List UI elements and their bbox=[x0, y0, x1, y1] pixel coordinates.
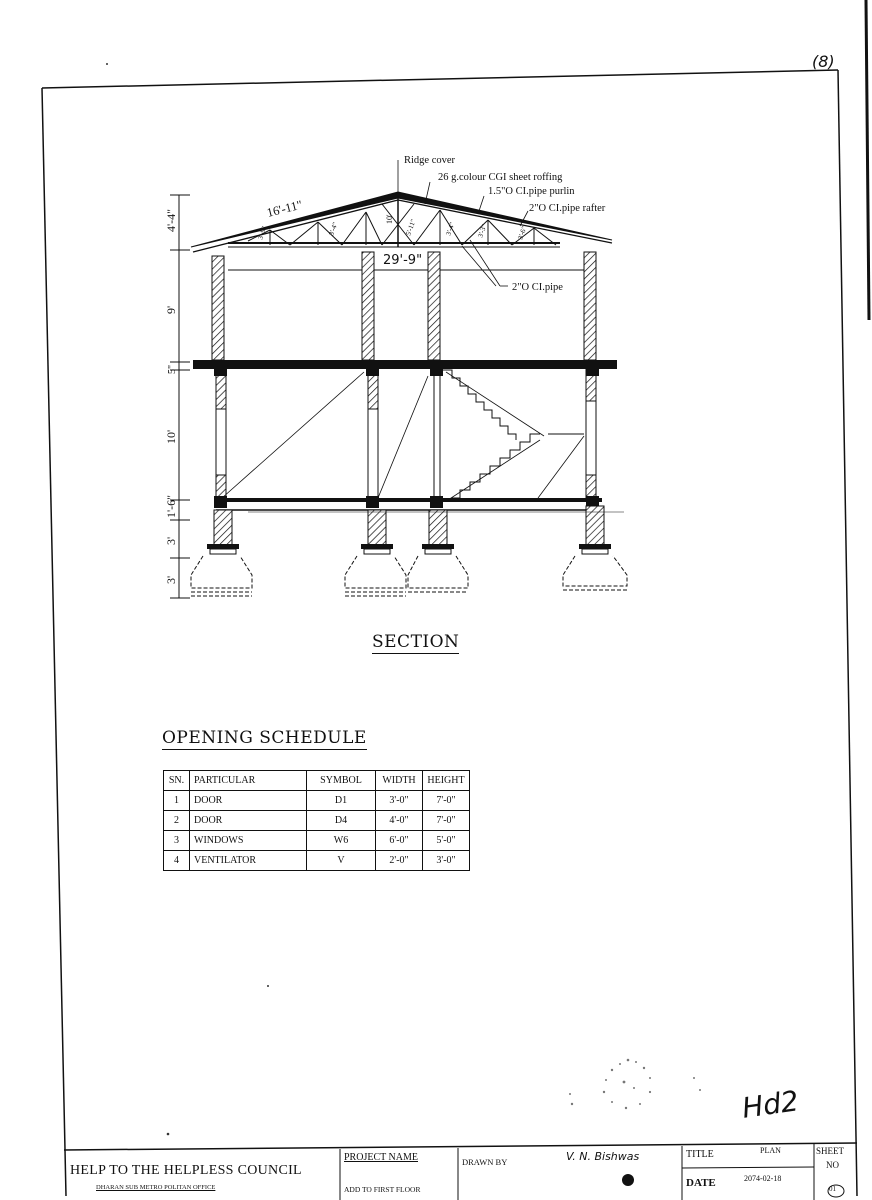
date-value: 2074-02-18 bbox=[744, 1174, 782, 1183]
table-row bbox=[164, 851, 470, 871]
slope-dimension: 16'-11" bbox=[265, 197, 304, 220]
sheet-label: SHEET bbox=[816, 1146, 844, 1156]
dim-ground-floor: 10' bbox=[164, 429, 178, 444]
header-symbol: SYMBOL bbox=[307, 771, 376, 791]
truss-dim-3: 10' bbox=[385, 214, 394, 224]
cell-sn: 2 bbox=[164, 811, 190, 831]
header-height: HEIGHT bbox=[423, 771, 470, 791]
cell-width: 2'-0" bbox=[376, 851, 423, 871]
cell-symbol: D1 bbox=[307, 791, 376, 811]
title-label: TITLE bbox=[686, 1149, 714, 1160]
cell-particular: DOOR bbox=[190, 811, 307, 831]
cell-symbol: V bbox=[307, 851, 376, 871]
cell-sn: 4 bbox=[164, 851, 190, 871]
sheet-no-label: NO bbox=[826, 1160, 839, 1170]
title-value: PLAN bbox=[760, 1146, 781, 1155]
date-label: DATE bbox=[686, 1177, 716, 1189]
cell-particular: DOOR bbox=[190, 791, 307, 811]
org-name: HELP TO THE HELPLESS COUNCIL bbox=[70, 1163, 302, 1178]
drawn-by-label: DRAWN BY bbox=[462, 1157, 508, 1167]
header-width: WIDTH bbox=[376, 771, 423, 791]
staircase bbox=[222, 370, 584, 500]
vertical-dimension-labels bbox=[164, 209, 178, 584]
seal-stamp bbox=[569, 1059, 701, 1110]
signature: Hd2 bbox=[739, 1084, 801, 1125]
dim-roof-height: 4'-4" bbox=[164, 208, 178, 232]
cell-height: 7'-0" bbox=[423, 791, 470, 811]
drawn-by-value: V. N. Bishwas bbox=[566, 1150, 640, 1163]
sheet-number: 01 bbox=[829, 1185, 836, 1193]
cell-height: 5'-0" bbox=[423, 831, 470, 851]
cell-width: 4'-0" bbox=[376, 811, 423, 831]
truss-dim-6: 3'-3" bbox=[476, 223, 489, 239]
cell-sn: 3 bbox=[164, 831, 190, 851]
dim-slab: 5" bbox=[167, 364, 178, 374]
org-sub: DHARAN SUB METRO POLITAN OFFICE bbox=[96, 1184, 216, 1191]
cell-particular: WINDOWS bbox=[190, 831, 307, 851]
header-particular: PARTICULAR bbox=[190, 771, 307, 791]
truss-dim-7: 3'-6" bbox=[516, 225, 529, 241]
cell-symbol: W6 bbox=[307, 831, 376, 851]
schedule-title: OPENING SCHEDULE bbox=[162, 728, 367, 748]
section-title: SECTION bbox=[372, 632, 460, 652]
ridge-cover-label: Ridge cover bbox=[404, 155, 456, 166]
dim-footing-2: 3' bbox=[164, 575, 178, 584]
cell-height: 7'-0" bbox=[423, 811, 470, 831]
dim-footing-1: 3' bbox=[164, 536, 178, 545]
table-row bbox=[164, 811, 470, 831]
project-name-label: PROJECT NAME bbox=[344, 1152, 418, 1163]
ci-pipe-label: 2"O CI.pipe bbox=[512, 282, 563, 293]
cell-width: 3'-0" bbox=[376, 791, 423, 811]
cell-particular: VENTILATOR bbox=[190, 851, 307, 871]
truss-dim-2: 3'-4" bbox=[327, 221, 340, 237]
table-row bbox=[164, 791, 470, 811]
foundations bbox=[191, 506, 627, 596]
truss-dim-5: 3'-4" bbox=[444, 221, 457, 237]
header-sn: SN. bbox=[164, 771, 190, 791]
schedule-header-row bbox=[164, 771, 470, 791]
truss-dim-4: 5'-11" bbox=[404, 218, 418, 237]
cell-width: 6'-0" bbox=[376, 831, 423, 851]
page-number-mark: (8) bbox=[812, 52, 835, 71]
span-dimension: 29'-9" bbox=[383, 253, 423, 268]
cell-symbol: D4 bbox=[307, 811, 376, 831]
floor-slabs bbox=[193, 270, 617, 510]
dim-plinth: 1'-6" bbox=[164, 494, 178, 518]
project-name-value: ADD TO FIRST FLOOR bbox=[344, 1185, 421, 1194]
table-row bbox=[164, 831, 470, 851]
truss-dim-1: 3'-9" bbox=[256, 225, 269, 241]
opening-schedule-table bbox=[163, 770, 470, 871]
cell-sn: 1 bbox=[164, 791, 190, 811]
rafter-label: 2"O CI.pipe rafter bbox=[529, 203, 606, 214]
dim-upper-floor: 9' bbox=[164, 305, 178, 314]
cell-height: 3'-0" bbox=[423, 851, 470, 871]
sheet-roofing-label: 26 g.colour CGI sheet roffing bbox=[438, 172, 563, 183]
purlin-label: 1.5"O CI.pipe purlin bbox=[488, 186, 575, 197]
